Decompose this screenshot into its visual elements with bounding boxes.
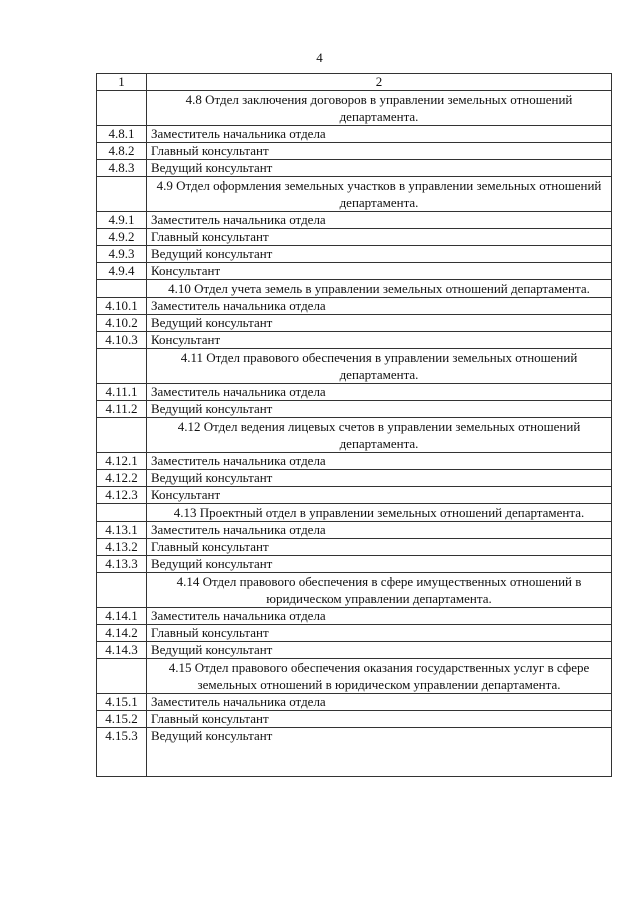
row-number-cell: 4.10.2 bbox=[97, 315, 147, 332]
table-row bbox=[97, 332, 612, 349]
position-cell: Заместитель начальника отдела bbox=[147, 384, 612, 401]
position-cell: Консультант bbox=[147, 332, 612, 349]
table-row bbox=[97, 246, 612, 263]
table-row bbox=[97, 728, 612, 777]
row-number-cell: 4.11.1 bbox=[97, 384, 147, 401]
table-row bbox=[97, 401, 612, 418]
table-row bbox=[97, 263, 612, 280]
section-title-cell: 4.12 Отдел ведения лицевых счетов в управлении земельных отношений департамента. bbox=[147, 418, 612, 453]
section-title-cell: 4.10 Отдел учета земель в управлении земельных отношений департамента. bbox=[147, 280, 612, 298]
position-cell: Главный консультант bbox=[147, 539, 612, 556]
row-number-cell bbox=[97, 280, 147, 298]
position-cell: Консультант bbox=[147, 487, 612, 504]
table-row bbox=[97, 642, 612, 659]
position-cell: Главный консультант bbox=[147, 229, 612, 246]
section-header-row bbox=[97, 91, 612, 126]
row-number-cell: 4.8.1 bbox=[97, 126, 147, 143]
table-row bbox=[97, 384, 612, 401]
section-title-cell: 4.9 Отдел оформления земельных участков в управлении земельных отношений департамента. bbox=[147, 177, 612, 212]
position-cell: Ведущий консультант bbox=[147, 401, 612, 418]
table-row bbox=[97, 160, 612, 177]
row-number-cell: 4.8.2 bbox=[97, 143, 147, 160]
table-row bbox=[97, 470, 612, 487]
header-col-2: 2 bbox=[147, 74, 612, 91]
position-cell: Ведущий консультант bbox=[147, 728, 612, 777]
section-title-cell: 4.13 Проектный отдел в управлении земельных отношений департамента. bbox=[147, 504, 612, 522]
row-number-cell: 4.11.2 bbox=[97, 401, 147, 418]
table-row bbox=[97, 453, 612, 470]
section-header-row bbox=[97, 280, 612, 298]
table-row bbox=[97, 522, 612, 539]
table-row bbox=[97, 694, 612, 711]
row-number-cell bbox=[97, 177, 147, 212]
position-cell: Ведущий консультант bbox=[147, 642, 612, 659]
header-col-1: 1 bbox=[97, 74, 147, 91]
row-number-cell: 4.9.4 bbox=[97, 263, 147, 280]
row-number-cell: 4.8.3 bbox=[97, 160, 147, 177]
row-number-cell: 4.9.3 bbox=[97, 246, 147, 263]
row-number-cell: 4.12.3 bbox=[97, 487, 147, 504]
position-cell: Заместитель начальника отдела bbox=[147, 608, 612, 625]
position-cell: Главный консультант bbox=[147, 711, 612, 728]
row-number-cell: 4.14.2 bbox=[97, 625, 147, 642]
row-number-cell bbox=[97, 573, 147, 608]
section-header-row bbox=[97, 573, 612, 608]
row-number-cell: 4.15.3 bbox=[97, 728, 147, 777]
table-row bbox=[97, 711, 612, 728]
section-header-row bbox=[97, 659, 612, 694]
position-cell: Заместитель начальника отдела bbox=[147, 694, 612, 711]
positions-table-body bbox=[97, 74, 612, 777]
position-cell: Главный консультант bbox=[147, 625, 612, 642]
section-header-row bbox=[97, 177, 612, 212]
table-row bbox=[97, 143, 612, 160]
position-cell: Ведущий консультант bbox=[147, 160, 612, 177]
position-cell: Консультант bbox=[147, 263, 612, 280]
table-row bbox=[97, 608, 612, 625]
position-cell: Ведущий консультант bbox=[147, 246, 612, 263]
row-number-cell: 4.13.2 bbox=[97, 539, 147, 556]
table-row bbox=[97, 126, 612, 143]
table-row bbox=[97, 212, 612, 229]
position-cell: Заместитель начальника отдела bbox=[147, 126, 612, 143]
row-number-cell bbox=[97, 91, 147, 126]
section-title-cell: 4.8 Отдел заключения договоров в управлении земельных отношений департамента. bbox=[147, 91, 612, 126]
position-cell: Ведущий консультант bbox=[147, 470, 612, 487]
row-number-cell bbox=[97, 349, 147, 384]
position-cell: Заместитель начальника отдела bbox=[147, 522, 612, 539]
table-row bbox=[97, 315, 612, 332]
table-row bbox=[97, 229, 612, 246]
section-header-row bbox=[97, 504, 612, 522]
table-row bbox=[97, 556, 612, 573]
table-row bbox=[97, 298, 612, 315]
table-header-row bbox=[97, 74, 612, 91]
row-number-cell: 4.10.1 bbox=[97, 298, 147, 315]
table-row bbox=[97, 539, 612, 556]
section-title-cell: 4.11 Отдел правового обеспечения в управлении земельных отношений департамента. bbox=[147, 349, 612, 384]
row-number-cell: 4.13.1 bbox=[97, 522, 147, 539]
position-cell: Главный консультант bbox=[147, 143, 612, 160]
row-number-cell bbox=[97, 659, 147, 694]
section-header-row bbox=[97, 418, 612, 453]
row-number-cell: 4.13.3 bbox=[97, 556, 147, 573]
row-number-cell: 4.9.1 bbox=[97, 212, 147, 229]
row-number-cell bbox=[97, 504, 147, 522]
row-number-cell: 4.9.2 bbox=[97, 229, 147, 246]
row-number-cell: 4.15.1 bbox=[97, 694, 147, 711]
section-title-cell: 4.15 Отдел правового обеспечения оказания государственных услуг в сфере земельных отношений в юридическом управлении департамента. bbox=[147, 659, 612, 694]
row-number-cell: 4.14.3 bbox=[97, 642, 147, 659]
row-number-cell: 4.15.2 bbox=[97, 711, 147, 728]
section-title-cell: 4.14 Отдел правового обеспечения в сфере имущественных отношений в юридическом управлении департамента. bbox=[147, 573, 612, 608]
row-number-cell bbox=[97, 418, 147, 453]
position-cell: Ведущий консультант bbox=[147, 315, 612, 332]
positions-table bbox=[96, 73, 612, 777]
section-header-row bbox=[97, 349, 612, 384]
row-number-cell: 4.14.1 bbox=[97, 608, 147, 625]
position-cell: Заместитель начальника отдела bbox=[147, 453, 612, 470]
table-row bbox=[97, 487, 612, 504]
page-number: 4 bbox=[316, 50, 323, 65]
position-cell: Ведущий консультант bbox=[147, 556, 612, 573]
table-row bbox=[97, 625, 612, 642]
position-cell: Заместитель начальника отдела bbox=[147, 298, 612, 315]
row-number-cell: 4.12.1 bbox=[97, 453, 147, 470]
position-cell: Заместитель начальника отдела bbox=[147, 212, 612, 229]
row-number-cell: 4.12.2 bbox=[97, 470, 147, 487]
row-number-cell: 4.10.3 bbox=[97, 332, 147, 349]
